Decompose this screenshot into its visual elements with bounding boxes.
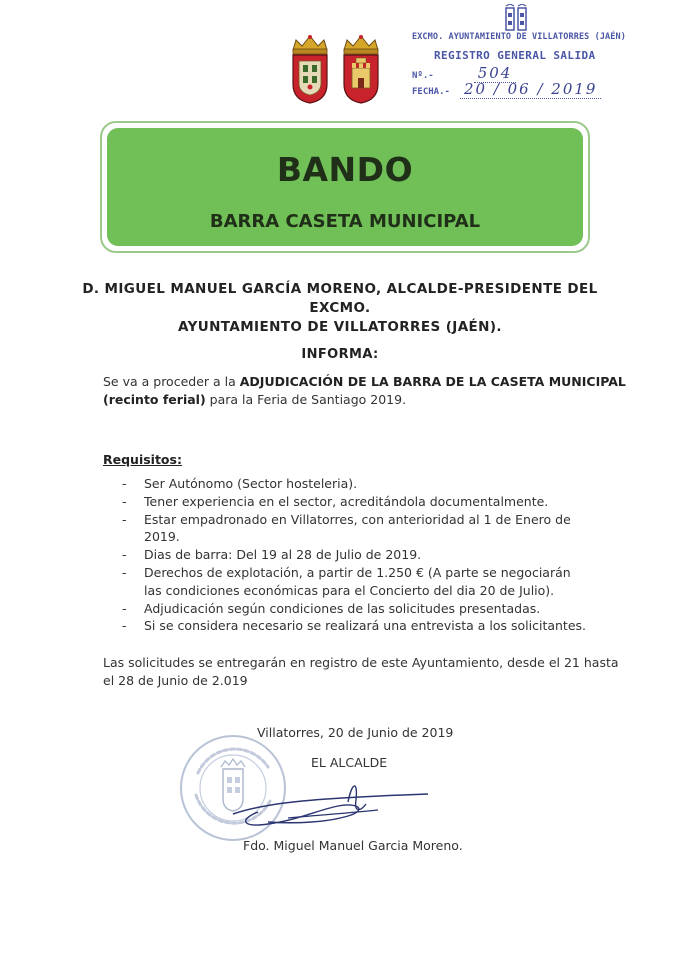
stamp-date-value: 20 / 06 / 2019: [460, 80, 602, 99]
requisitos-title: Requisitos:: [103, 452, 182, 467]
informa-heading: INFORMA:: [301, 347, 379, 362]
intro-text-1: Se va a proceder a la: [103, 374, 240, 389]
list-item: [122, 600, 592, 618]
title-banner-fill: [107, 128, 583, 246]
place-date: Villatorres, 20 de Junio de 2019: [257, 725, 454, 740]
list-item: [122, 546, 592, 564]
intro-text-2: para la Feria de Santiago 2019.: [205, 392, 407, 407]
stamp-date-label: FECHA.-: [412, 87, 450, 97]
handwritten-signature: [228, 772, 438, 832]
intro-line-1: [103, 373, 626, 391]
list-item: [122, 564, 592, 600]
list-dash: -: [122, 618, 127, 634]
list-item-text: Ser Autónomo (Sector hosteleria).: [144, 476, 358, 491]
issuer-line-1: D. MIGUEL MANUEL GARCÍA MORENO, ALCALDE-PRESIDENTE DEL EXCMO.: [82, 281, 598, 316]
list-item: [122, 475, 592, 493]
signer-name: Fdo. Miguel Manuel Garcia Moreno.: [243, 838, 463, 853]
document-subtitle: BARRA CASETA MUNICIPAL: [209, 211, 481, 232]
stamp-date-row: [412, 80, 601, 98]
issuer-heading: [80, 280, 600, 337]
list-item-text: Tener experiencia en el sector, acreditándola documentalmente.: [144, 493, 549, 509]
closing-line-1: Las solicitudes se entregarán en registro de este Ayuntamiento, desde el 21 hasta: [103, 655, 619, 670]
list-item: [122, 493, 592, 511]
list-dash: -: [122, 476, 127, 491]
stamp-crest-icon: [496, 4, 536, 32]
intro-bold-1: ADJUDICACIÓN DE LA BARRA DE LA CASETA MUNICIPAL: [239, 374, 626, 389]
list-dash: -: [122, 564, 127, 580]
stamp-number-value: 504: [474, 64, 517, 83]
title-banner: [100, 121, 590, 253]
registry-stamp: [410, 4, 626, 98]
coat-of-arms-right: [341, 34, 381, 104]
stamp-line-1: EXCMO. AYUNTAMIENTO DE VILLATORRES (JAÉN): [412, 32, 626, 42]
issuer-line-2: AYUNTAMIENTO DE VILLATORRES (JAÉN).: [178, 319, 502, 335]
list-item-text: Estar empadronado en Villatorres, con anterioridad al 1 de Enero de 2019.: [144, 511, 571, 545]
list-item-text: Derechos de explotación, a partir de 1.250 € (A parte se negociarán las condiciones económicas para el Concierto del dia 20 de Julio).: [144, 564, 571, 598]
requisitos-list: [122, 475, 592, 635]
stamp-number-label: Nº.-: [412, 71, 434, 81]
list-dash: -: [122, 600, 127, 616]
crown-icon: [344, 35, 378, 54]
list-dash: -: [122, 511, 127, 527]
list-item-text: Adjudicación según condiciones de las solicitudes presentadas.: [144, 600, 541, 616]
crown-icon: [293, 35, 327, 54]
list-item: [122, 511, 592, 547]
intro-bold-2: (recinto ferial): [103, 392, 206, 407]
list-item: [122, 617, 592, 635]
closing-line-2: el 28 de Junio de 2.019: [103, 673, 248, 688]
list-dash: -: [122, 493, 127, 509]
stamp-line-2: REGISTRO GENERAL SALIDA: [434, 49, 596, 62]
coat-of-arms-left: [290, 34, 330, 104]
list-item-text: Si se considera necesario se realizará una entrevista a los solicitantes.: [144, 618, 587, 634]
list-item-text: Dias de barra: Del 19 al 28 de Julio de 2019.: [144, 547, 422, 563]
list-dash: -: [122, 547, 127, 563]
document-title: BANDO: [276, 150, 414, 189]
signer-role: EL ALCALDE: [311, 755, 388, 770]
intro-line-2: [103, 391, 406, 409]
